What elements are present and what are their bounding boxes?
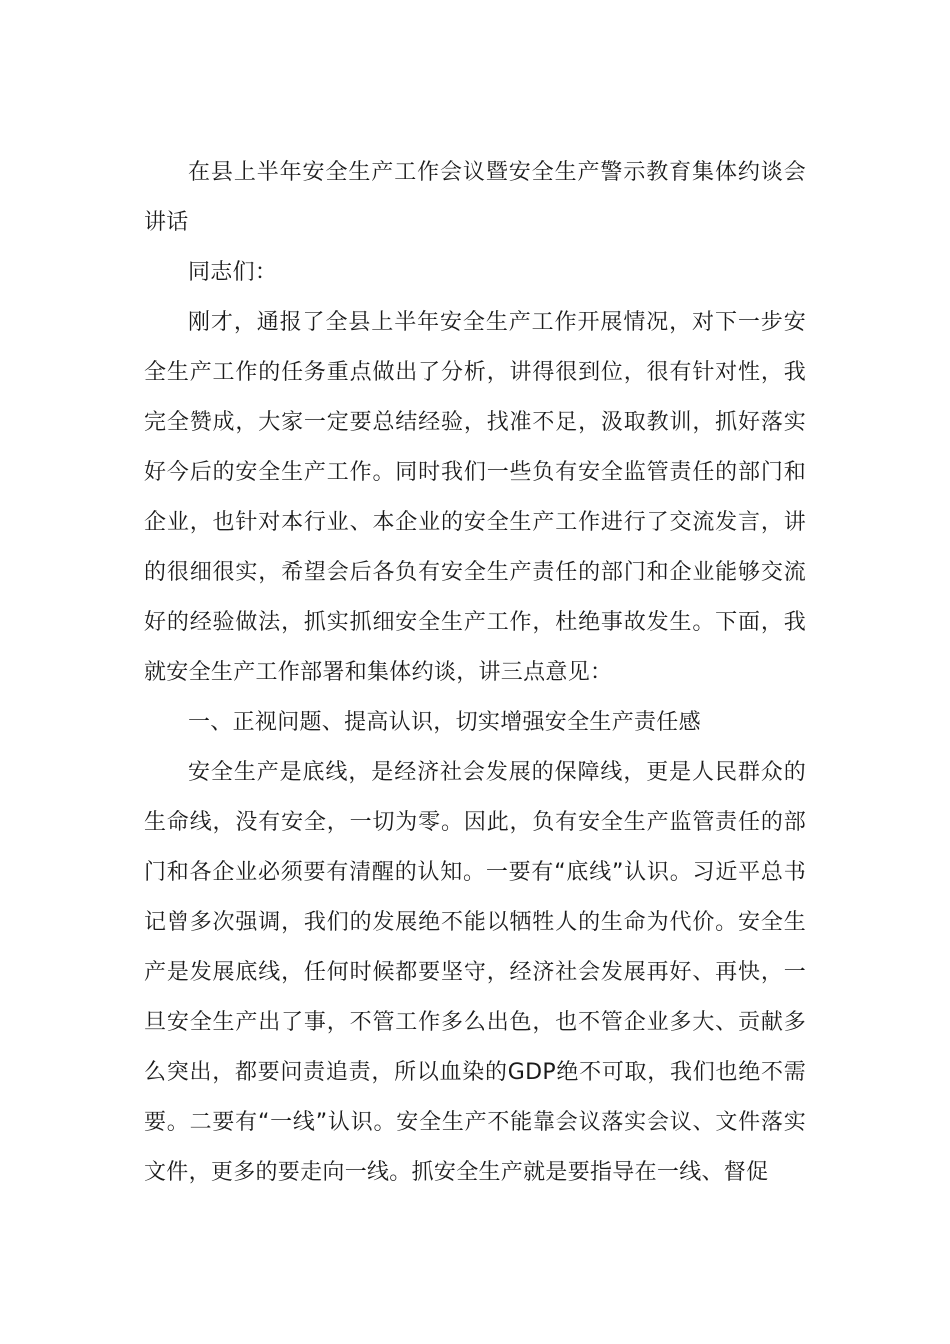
section-heading-1: 一、正视问题、提高认识，切实增强安全生产责任感 <box>188 710 701 735</box>
salutation: 同志们： <box>188 260 278 285</box>
paragraph-opening: 刚才，通报了全县上半年安全生产工作开展情况，对下一步安全生产工作的任务重点做出了分析，讲得很到位，很有针对性，我完全赞成，大家一定要总结经验，找准不足，汲取教训，抓好落实好今后的安全生产工作。同时我们一些负有安全监管责任的部门和企业，也针对本行业、本企业的安全生产工作进行了交流发言，讲的很细很实，希望会后各负有安全生产责任的部门和企业能够交流好的经验做法，抓实抓细安全生产工作，杜绝事故发生。下面，我就安全生产工作部署和集体约谈，讲三点意见： <box>144 310 806 685</box>
document-title: 在县上半年安全生产工作会议暨安全生产警示教育集体约谈会讲话 <box>144 160 806 235</box>
paragraph-section-1: 安全生产是底线，是经济社会发展的保障线，更是人民群众的生命线，没有安全，一切为零。因此，负有安全生产监管责任的部门和各企业必须要有清醒的认知。一要有“底线”认识。习近平总书记曾多次强调，我们的发展绝不能以牺牲人的生命为代价。安全生产是发展底线，任何时候都要坚守，经济社会发展再好、再快，一旦安全生产出了事，不管工作多么出色，也不管企业多大、贡献多么突出，都要问责追责，所以血染的GDP绝不可取，我们也绝不需要。二要有“一线”认识。安全生产不能靠会议落实会议、文件落实文件，更多的要走向一线。抓安全生产就是要指导在一线、督促 <box>144 760 806 1185</box>
document-body <box>144 148 806 1198</box>
